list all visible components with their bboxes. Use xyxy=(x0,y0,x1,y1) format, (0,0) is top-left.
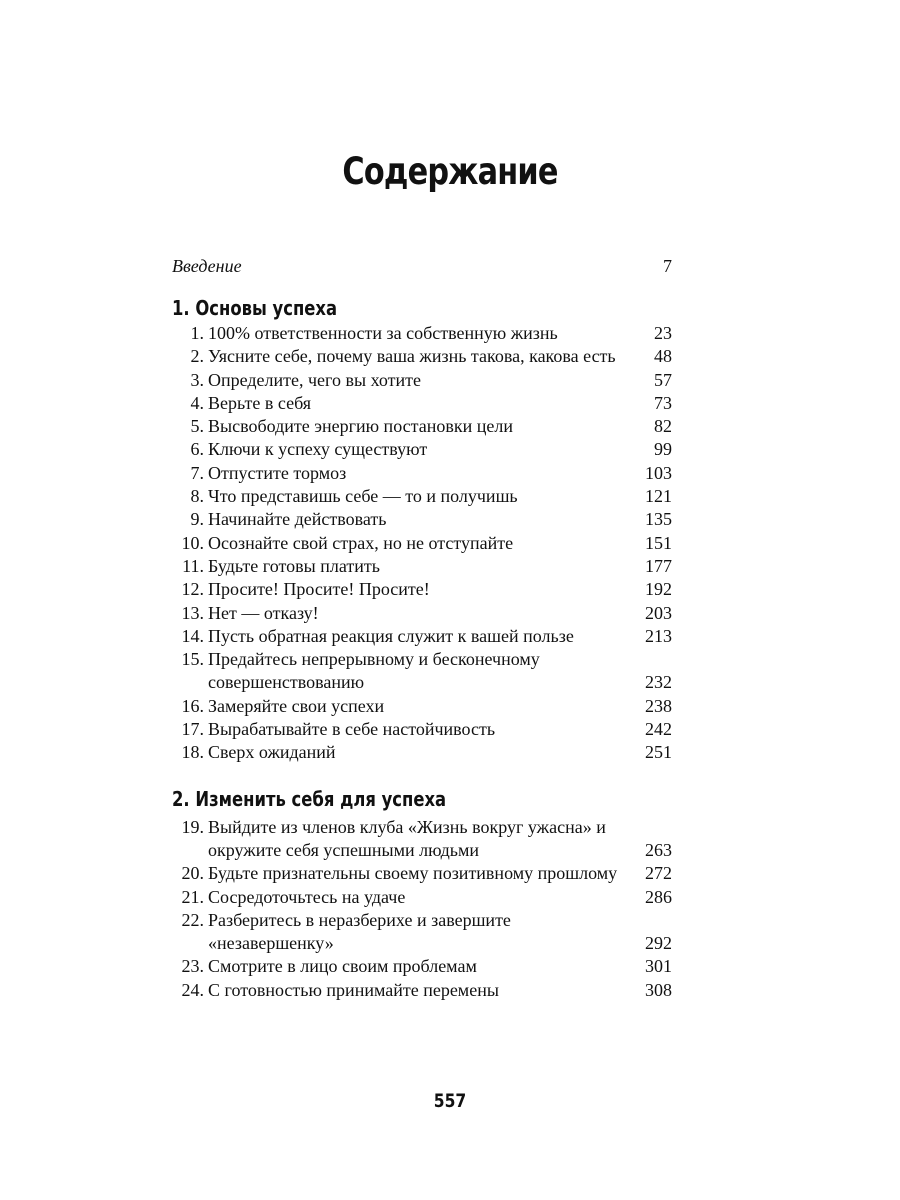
toc-entry-page: 57 xyxy=(654,369,672,390)
toc-entry-number: 11. xyxy=(182,555,204,576)
toc-entry[interactable] xyxy=(172,438,672,461)
toc-entry-title: Вырабатывайте в себе настойчивость xyxy=(208,719,496,740)
toc-entry-page: 232 xyxy=(645,672,672,693)
toc-entry-title: Будьте готовы платить xyxy=(208,555,380,576)
toc-entry-page: 73 xyxy=(654,392,672,413)
toc-entry-page: 177 xyxy=(645,555,672,576)
toc-entry-number: 19. xyxy=(181,816,204,837)
toc-entry-title: С готовностью принимайте перемены xyxy=(208,979,499,1000)
toc-entry[interactable] xyxy=(172,695,672,718)
toc-entry-title: Отпустите тормоз xyxy=(208,462,347,483)
toc-entry[interactable] xyxy=(172,648,672,695)
toc-entry-page: 103 xyxy=(645,462,672,483)
toc-entry-number: 18. xyxy=(181,742,204,763)
toc-entry[interactable] xyxy=(172,909,672,956)
toc-entry-page: 242 xyxy=(645,719,672,740)
toc-entry[interactable] xyxy=(172,602,672,625)
toc-entry[interactable] xyxy=(172,345,672,368)
toc-entry-number: 3. xyxy=(190,369,204,390)
toc-entry-number: 6. xyxy=(190,439,204,460)
toc-entry-number: 14. xyxy=(181,625,204,646)
toc-entry[interactable] xyxy=(172,886,672,909)
toc-entry[interactable] xyxy=(172,578,672,601)
toc-entry[interactable] xyxy=(172,532,672,555)
toc-entry-title: Высвободите энергию постановки цели xyxy=(208,416,513,437)
toc-entry-title: Предайтесь непрерывному и бесконечному совершенствованию xyxy=(208,649,540,693)
toc-entry-number: 10. xyxy=(181,532,204,553)
page-title: Содержание xyxy=(342,150,558,193)
toc-entry-page: 238 xyxy=(645,695,672,716)
toc-entry-title: Просите! Просите! Просите! xyxy=(208,579,430,600)
toc-entry-page: 213 xyxy=(645,625,672,646)
toc-entry-title: Осознайте свой страх, но не отступайте xyxy=(208,532,514,553)
toc-entry-number: 24. xyxy=(181,979,204,1000)
toc-entry-title: Верьте в себя xyxy=(208,392,312,413)
section-1-entries xyxy=(172,322,672,765)
toc-entry-title: Разберитесь в неразберихе и завершите «незавершенку» xyxy=(208,909,511,954)
table-of-contents xyxy=(172,255,672,1002)
toc-entry[interactable] xyxy=(172,392,672,415)
toc-entry-number: 1. xyxy=(190,323,204,343)
toc-entry-number: 20. xyxy=(181,863,204,884)
toc-entry-page: 203 xyxy=(645,602,672,623)
section-heading-1: 1. Основы успеха xyxy=(172,296,338,320)
toc-entry[interactable] xyxy=(172,462,672,485)
toc-entry-number: 7. xyxy=(190,462,204,483)
intro-page: 7 xyxy=(663,256,672,276)
section-2-entries xyxy=(172,816,672,1002)
toc-entry-title: Пусть обратная реакция служит к вашей пользе xyxy=(208,625,574,646)
toc-entry-page: 308 xyxy=(645,979,672,1000)
section-heading-2: 2. Изменить себя для успеха xyxy=(172,786,447,811)
toc-entry-title: Ключи к успеху существуют xyxy=(208,439,428,460)
page-number: 557 xyxy=(433,1090,467,1112)
toc-entry-title: Сверх ожиданий xyxy=(208,742,336,763)
toc-entry-number: 23. xyxy=(181,956,204,977)
toc-entry-page: 121 xyxy=(645,486,672,507)
toc-entry[interactable] xyxy=(172,625,672,648)
toc-entry[interactable] xyxy=(172,816,672,863)
toc-entry-number: 2. xyxy=(190,346,204,367)
toc-entry-number: 16. xyxy=(181,695,204,716)
toc-entry-number: 8. xyxy=(190,486,204,507)
toc-entry-title: 100% ответственности за собственную жизнь xyxy=(208,323,558,343)
toc-entry-page: 23 xyxy=(654,323,672,343)
intro-label: Введение xyxy=(172,256,242,276)
toc-entry-title: Смотрите в лицо своим проблемам xyxy=(208,956,477,977)
toc-entry-number: 13. xyxy=(181,602,204,623)
toc-entry-page: 151 xyxy=(645,532,672,553)
toc-entry[interactable] xyxy=(172,369,672,392)
toc-entry[interactable] xyxy=(172,322,672,345)
toc-entry-page: 292 xyxy=(645,933,672,954)
toc-entry-number: 15. xyxy=(181,649,204,670)
toc-intro-row[interactable] xyxy=(172,255,672,277)
toc-entry-page: 301 xyxy=(645,956,672,977)
toc-entry[interactable] xyxy=(172,979,672,1002)
toc-entry-page: 82 xyxy=(654,416,672,437)
toc-entry-title: Выйдите из членов клуба «Жизнь вокруг ужасна» и окружите себя успешными людьми xyxy=(208,816,606,860)
toc-entry-title: Замеряйте свои успехи xyxy=(208,695,385,716)
toc-entry-page: 99 xyxy=(654,439,672,460)
toc-entry-page: 135 xyxy=(645,509,672,530)
toc-entry[interactable] xyxy=(172,718,672,741)
toc-entry-page: 251 xyxy=(645,742,672,763)
toc-entry-number: 9. xyxy=(190,509,204,530)
toc-entry-title: Начинайте действовать xyxy=(208,509,387,530)
toc-entry-page: 286 xyxy=(645,886,672,907)
toc-entry-number: 12. xyxy=(181,579,204,600)
toc-entry-number: 5. xyxy=(190,416,204,437)
toc-entry-title: Уясните себе, почему ваша жизнь такова, какова есть xyxy=(208,346,616,367)
toc-entry-number: 17. xyxy=(181,719,204,740)
toc-entry-page: 192 xyxy=(645,579,672,600)
toc-entry-title: Нет — отказу! xyxy=(208,602,319,623)
toc-entry[interactable] xyxy=(172,955,672,978)
toc-entry[interactable] xyxy=(172,508,672,531)
toc-entry[interactable] xyxy=(172,485,672,508)
toc-entry-title: Что представишь себе — то и получишь xyxy=(208,486,518,507)
toc-entry-page: 272 xyxy=(645,863,672,884)
toc-entry-number: 21. xyxy=(181,886,204,907)
toc-entry-number: 4. xyxy=(190,392,204,413)
toc-entry[interactable] xyxy=(172,741,672,764)
toc-entry-page: 48 xyxy=(654,346,672,367)
toc-entry-title: Определите, чего вы хотите xyxy=(208,369,422,390)
toc-entry[interactable] xyxy=(172,862,672,885)
toc-entry-number: 22. xyxy=(181,909,204,930)
toc-entry-title: Сосредоточьтесь на удаче xyxy=(208,886,406,907)
toc-entry[interactable] xyxy=(172,555,672,578)
toc-entry[interactable] xyxy=(172,415,672,438)
toc-entry-page: 263 xyxy=(645,839,672,860)
toc-entry-title: Будьте признательны своему позитивному прошлому xyxy=(208,863,618,884)
